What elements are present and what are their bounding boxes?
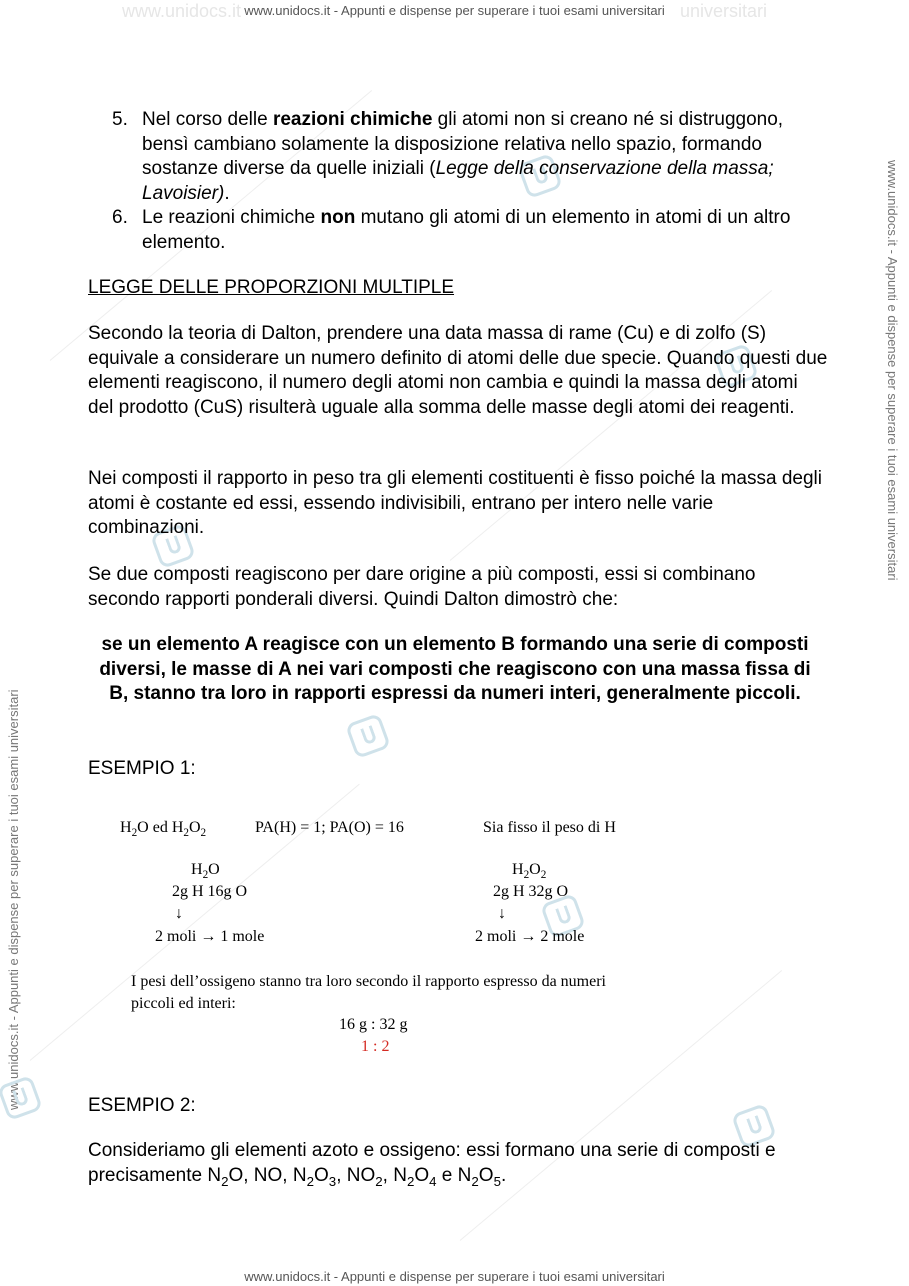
example-1-note: I pesi dell’ossigeno stanno tra loro secondo il rapporto espresso da numeri piccoli ed interi: (131, 973, 606, 1012)
list-item (112, 108, 832, 206)
watermark-footer: www.unidocs.it - Appunti e dispense per superare i tuoi esami universitari (244, 1269, 665, 1284)
example-1-assumption: Sia fisso il peso di H (483, 819, 616, 836)
watermark-ghost-left: www.unidocs.it (122, 1, 242, 21)
watermark-side-right: www.unidocs.it - Appunti e dispense per superare i tuoi esami universitari (885, 160, 900, 581)
list-item (112, 206, 832, 255)
list-number: 5. (112, 109, 128, 130)
watermark-header: www.unidocs.it - Appunti e dispense per superare i tuoi esami universitari (244, 3, 665, 18)
list-bold-term: reazioni chimiche (272, 109, 433, 130)
peroxide-masses: 2g H 32g O (493, 883, 569, 900)
arrow-down-icon: ↓ (175, 905, 183, 922)
list-text: . (224, 182, 230, 204)
water-moles: 2 moli → 1 mole (155, 928, 265, 945)
formula-water: $H_2O$ (191, 861, 220, 882)
watermark-logo-icon (345, 713, 391, 759)
list-text: Le reazioni chimiche (142, 207, 321, 228)
list-text: gli atomi non si creano né si distruggono, bensì cambiano solamente la disposizione relativa nello spazio, formando sostanze diverse da quelle iniziali ( (142, 109, 784, 179)
list-text: mutano gli atomi di un elemento in atomi di un altro elemento. (142, 207, 791, 253)
water-masses: 2g H 16g O (172, 883, 248, 900)
example-2-title: ESEMPIO 2: (88, 1095, 196, 1116)
example-2-text: Consideriamo gli elementi azoto e ossigeno: essi formano una serie di composti e precisamente $N_2O$, NO, $N_2O_3$, $NO_2$, $N_2O_4$ e $N_2O_5$. (88, 1140, 776, 1189)
list-italic-term: Legge della conservazione della massa; Lavoisier) (142, 158, 774, 204)
simple-ratio: 1 : 2 (361, 1038, 390, 1055)
list-bold-term: non (320, 207, 356, 228)
arrow-down-icon: ↓ (498, 905, 506, 922)
dalton-rule: se un elemento A reagisce con un elemento B formando una serie di composti diversi, le masse di A nei vari composti che reagiscono con una massa fissa di B, stanno tra loro in rapporti espressi da numeri interi, generalmente piccoli. (99, 634, 811, 704)
numbered-list (112, 108, 832, 255)
example-1-atomic-weights: PA(H) = 1; PA(O) = 16 (255, 819, 404, 836)
watermark-ghost-right: universitari (680, 1, 768, 21)
mass-ratio: 16 g : 32 g (339, 1016, 408, 1033)
watermark-side-left: www.unidocs.it - Appunti e dispense per superare i tuoi esami universitari (6, 689, 21, 1110)
example-1-compounds: $H_2O$ ed $H_2O_2$ (120, 819, 207, 840)
section-heading: LEGGE DELLE PROPORZIONI MULTIPLE (88, 277, 455, 298)
paragraph: Secondo la teoria di Dalton, prendere una data massa di rame (Cu) e di zolfo (S) equivale a considerare un numero definito di atomi delle due specie. Quando questi due elementi reagiscono, il numero degli atomi non cambia e quindi la massa degli atomi del prodotto (CuS) risulterà uguale alla somma delle masse degli atomi dei reagenti. (88, 323, 828, 418)
paragraph: Se due composti reagiscono per dare origine a più composti, essi si combinano secondo rapporti ponderali diversi. Quindi Dalton dimostrò che: (88, 564, 756, 610)
example-1-title: ESEMPIO 1: (88, 758, 196, 779)
peroxide-moles: 2 moli → 2 mole (475, 928, 585, 945)
list-number: 6. (112, 207, 128, 228)
paragraph: Nei composti il rapporto in peso tra gli elementi costituenti è fisso poiché la massa degli atomi è costante ed essi, essendo indivisibili, entrano per intero nelle varie combinazioni. (88, 468, 822, 538)
formula-hydrogen-peroxide: $H_2O_2$ (512, 861, 547, 882)
list-text: Nel corso delle (142, 109, 273, 130)
